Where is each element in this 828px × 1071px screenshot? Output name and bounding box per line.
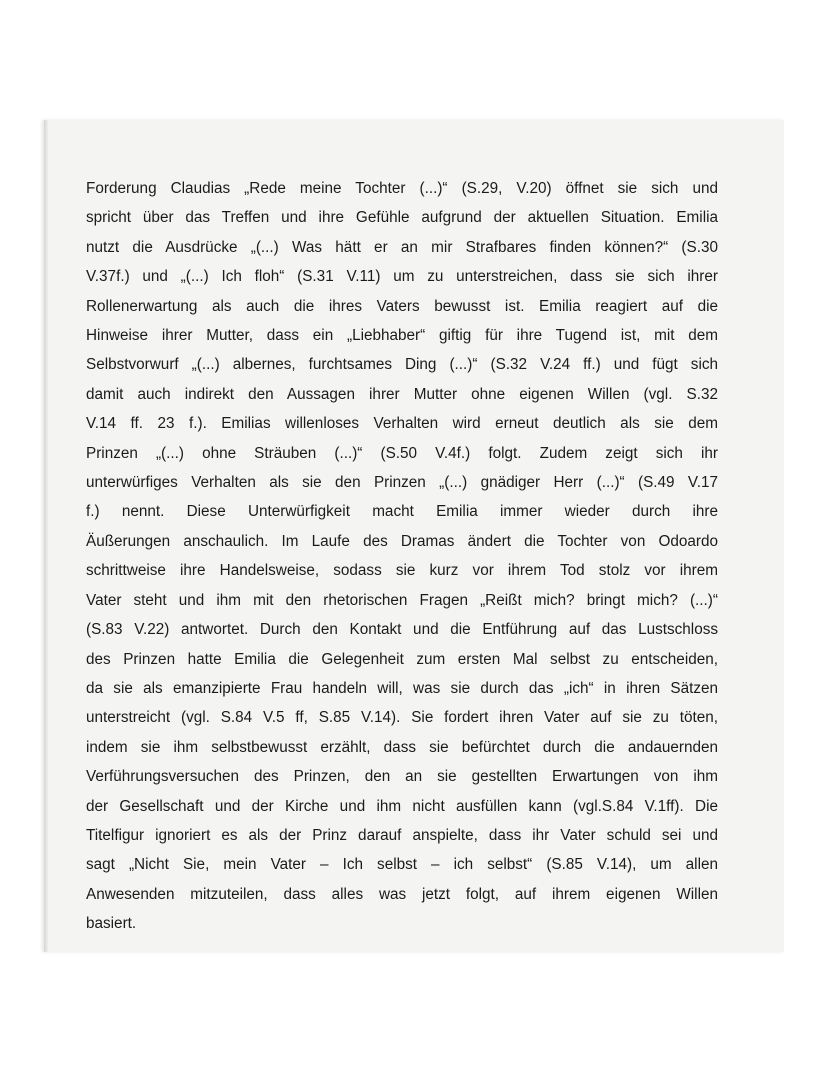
- text-line: Titelfigur ignoriert es als der Prinz darauf anspielte, dass ihr Vater schuld sei und: [86, 826, 718, 844]
- text-line: schrittweise ihre Handelsweise, sodass sie kurz vor ihrem Tod stolz vor ihrem: [86, 562, 718, 580]
- text-line: Forderung Claudias „Rede meine Tochter (...)“ (S.29, V.20) öffnet sie sich und: [86, 180, 718, 197]
- text-line: Selbstvorwurf „(...) albernes, furchtsames Ding (...)“ (S.32 V.24 ff.) und fügt sich: [86, 356, 718, 374]
- text-line: da sie als emanzipierte Frau handeln will, was sie durch das „ich“ in ihren Sätzen: [86, 679, 718, 697]
- text-line: Verführungsversuchen des Prinzen, den an sie gestellten Erwartungen von ihm: [86, 768, 718, 786]
- document-body: [86, 174, 718, 939]
- text-line: spricht über das Treffen und ihre Gefühle aufgrund der aktuellen Situation. Emilia: [86, 209, 718, 227]
- text-line: V.37f.) und „(...) Ich floh“ (S.31 V.11) um zu unterstreichen, dass sie sich ihrer: [86, 268, 718, 286]
- text-line: Vater steht und ihm mit den rhetorischen Fragen „Reißt mich? bringt mich? (...)“: [86, 591, 718, 609]
- text-line: indem sie ihm selbstbewusst erzählt, dass sie befürchtet durch die andauernden: [86, 738, 718, 756]
- text-line: f.) nennt. Diese Unterwürfigkeit macht Emilia immer wieder durch ihre: [86, 503, 718, 521]
- text-line: nutzt die Ausdrücke „(...) Was hätt er an mir Strafbares finden können?“ (S.30: [86, 238, 718, 256]
- paper-edge-shadow: [44, 120, 48, 952]
- text-line: damit auch indirekt den Aussagen ihrer Mutter ohne eigenen Willen (vgl. S.32: [86, 385, 718, 403]
- text-line: (S.83 V.22) antwortet. Durch den Kontakt und die Entführung auf das Lustschloss: [86, 621, 718, 639]
- text-line: unterwürfiges Verhalten als sie den Prinzen „(...) gnädiger Herr (...)“ (S.49 V.17: [86, 474, 718, 492]
- text-line: Prinzen „(...) ohne Sträuben (...)“ (S.50 V.4f.) folgt. Zudem zeigt sich ihr: [86, 444, 718, 462]
- text-line: sagt „Nicht Sie, mein Vater – Ich selbst – ich selbst“ (S.85 V.14), um allen: [86, 856, 718, 874]
- text-line: Hinweise ihrer Mutter, dass ein „Liebhaber“ giftig für ihre Tugend ist, mit dem: [86, 327, 718, 345]
- text-line: Äußerungen anschaulich. Im Laufe des Dramas ändert die Tochter von Odoardo: [86, 532, 718, 550]
- text-line-last: basiert.: [86, 915, 137, 933]
- text-line: Anwesenden mitzuteilen, dass alles was jetzt folgt, auf ihrem eigenen Willen: [86, 885, 718, 903]
- text-line: V.14 ff. 23 f.). Emilias willenloses Verhalten wird erneut deutlich als sie dem: [86, 415, 718, 433]
- text-line: unterstreicht (vgl. S.84 V.5 ff, S.85 V.14). Sie fordert ihren Vater auf sie zu töten,: [86, 709, 718, 727]
- text-line: der Gesellschaft und der Kirche und ihm nicht ausfüllen kann (vgl.S.84 V.1ff). Die: [86, 797, 718, 815]
- text-line: Rollenerwartung als auch die ihres Vaters bewusst ist. Emilia reagiert auf die: [86, 297, 718, 315]
- text-line: des Prinzen hatte Emilia die Gelegenheit zum ersten Mal selbst zu entscheiden,: [86, 650, 718, 668]
